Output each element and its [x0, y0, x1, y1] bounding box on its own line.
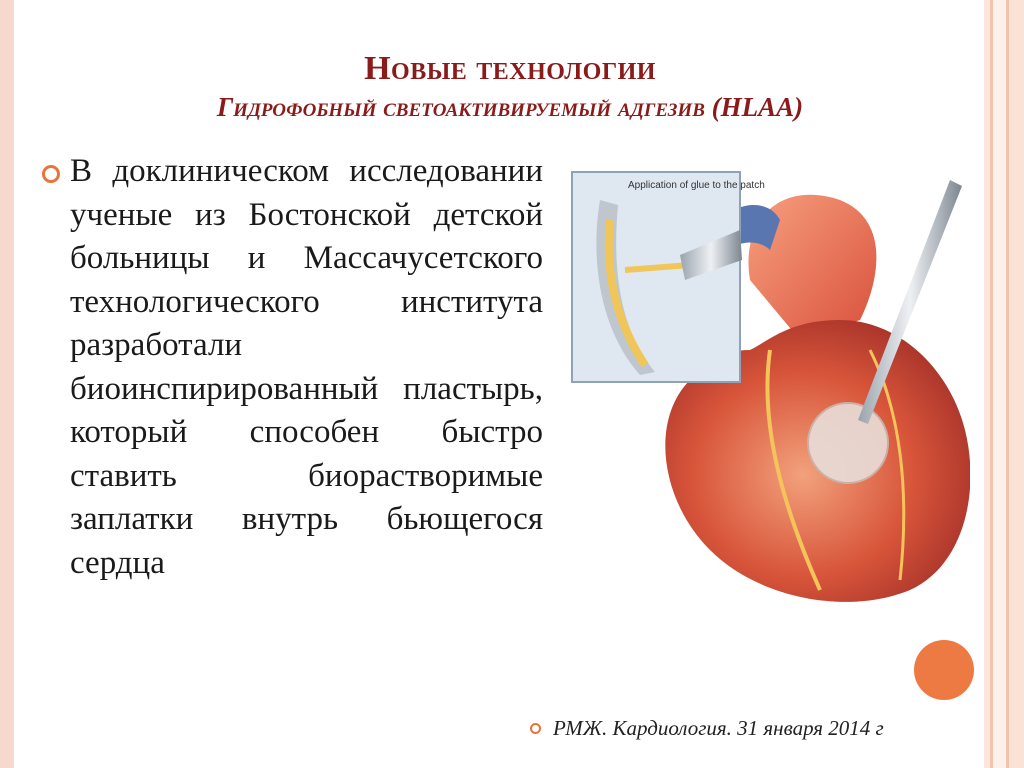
slide-title-block — [60, 48, 960, 124]
left-frame-border — [0, 0, 14, 768]
patch-disc — [808, 403, 888, 483]
bullet-icon — [42, 165, 60, 183]
footer-bullet-icon — [530, 723, 541, 734]
right-frame-border — [984, 0, 1024, 768]
inset-box — [572, 172, 740, 382]
inset-label: Application of glue to the patch — [628, 180, 765, 191]
slide-title: Новые технологии — [364, 50, 656, 87]
footer-text: РМЖ. Кардиология. 31 января 2014 г — [553, 716, 884, 740]
heart-illustration — [570, 160, 970, 620]
slide-subtitle: Гидрофобный светоактивируемый адгезив (HLAA) — [216, 92, 804, 122]
decorative-circle — [914, 640, 974, 700]
footer-citation — [530, 716, 884, 741]
body-paragraph: В доклиническом исследовании ученые из Бостонской детской больницы и Массачусетского технологического института разработали биоинспирированный пластырь, который способен быстро ставить биорастворимые заплатки внутрь бьющегося сердца — [70, 153, 543, 581]
